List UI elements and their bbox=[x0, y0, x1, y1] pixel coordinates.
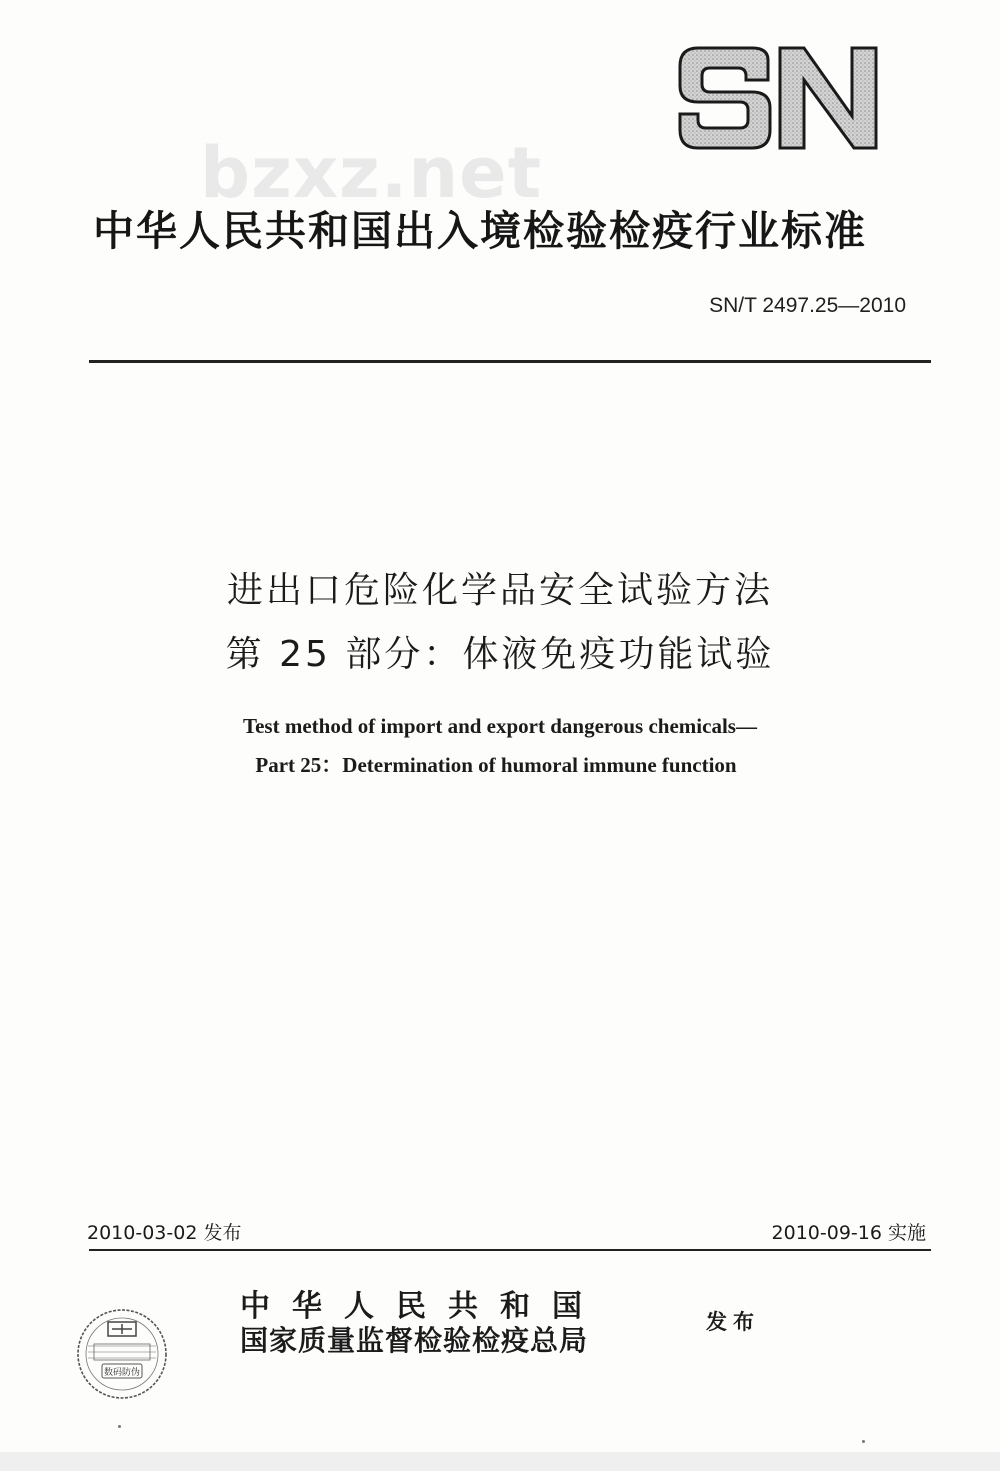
scan-speck bbox=[118, 1425, 121, 1428]
sn-logo bbox=[676, 46, 880, 150]
title-en-line1: Test method of import and export dangerous chemicals— bbox=[243, 714, 757, 738]
seal-graphic bbox=[74, 1306, 170, 1402]
anti-counterfeit-seal bbox=[74, 1306, 170, 1402]
page-edge bbox=[0, 1452, 1000, 1471]
header-divider bbox=[89, 360, 931, 363]
scan-speck bbox=[862, 1440, 865, 1443]
standard-code: SN/T 2497.25—2010 bbox=[709, 294, 906, 317]
issuer-org-line2: 国家质量监督检验检疫总局 bbox=[240, 1324, 589, 1357]
issue-date: 2010-03-02 发布 bbox=[87, 1222, 242, 1244]
footer-divider bbox=[89, 1249, 931, 1251]
sn-logo-graphic bbox=[676, 46, 880, 150]
title-cn-line1: 进出口危险化学品安全试验方法 bbox=[226, 570, 773, 611]
title-cn-line2: 第 25 部分：体液免疫功能试验 bbox=[225, 634, 775, 675]
publish-label: 发布 bbox=[706, 1310, 760, 1334]
title-en-line2: Part 25：Determination of humoral immune function bbox=[255, 753, 737, 777]
issuing-authority bbox=[240, 1290, 604, 1358]
issuer-org-line1: 中华人民共和国 bbox=[240, 1289, 604, 1324]
implementation-date: 2010-09-16 实施 bbox=[771, 1222, 926, 1244]
standard-type-heading: 中华人民共和国出入境检验检疫行业标准 bbox=[93, 207, 867, 255]
seal-label: 数码防伪 bbox=[103, 1368, 141, 1378]
watermark-text: bzxz.net bbox=[200, 132, 543, 214]
